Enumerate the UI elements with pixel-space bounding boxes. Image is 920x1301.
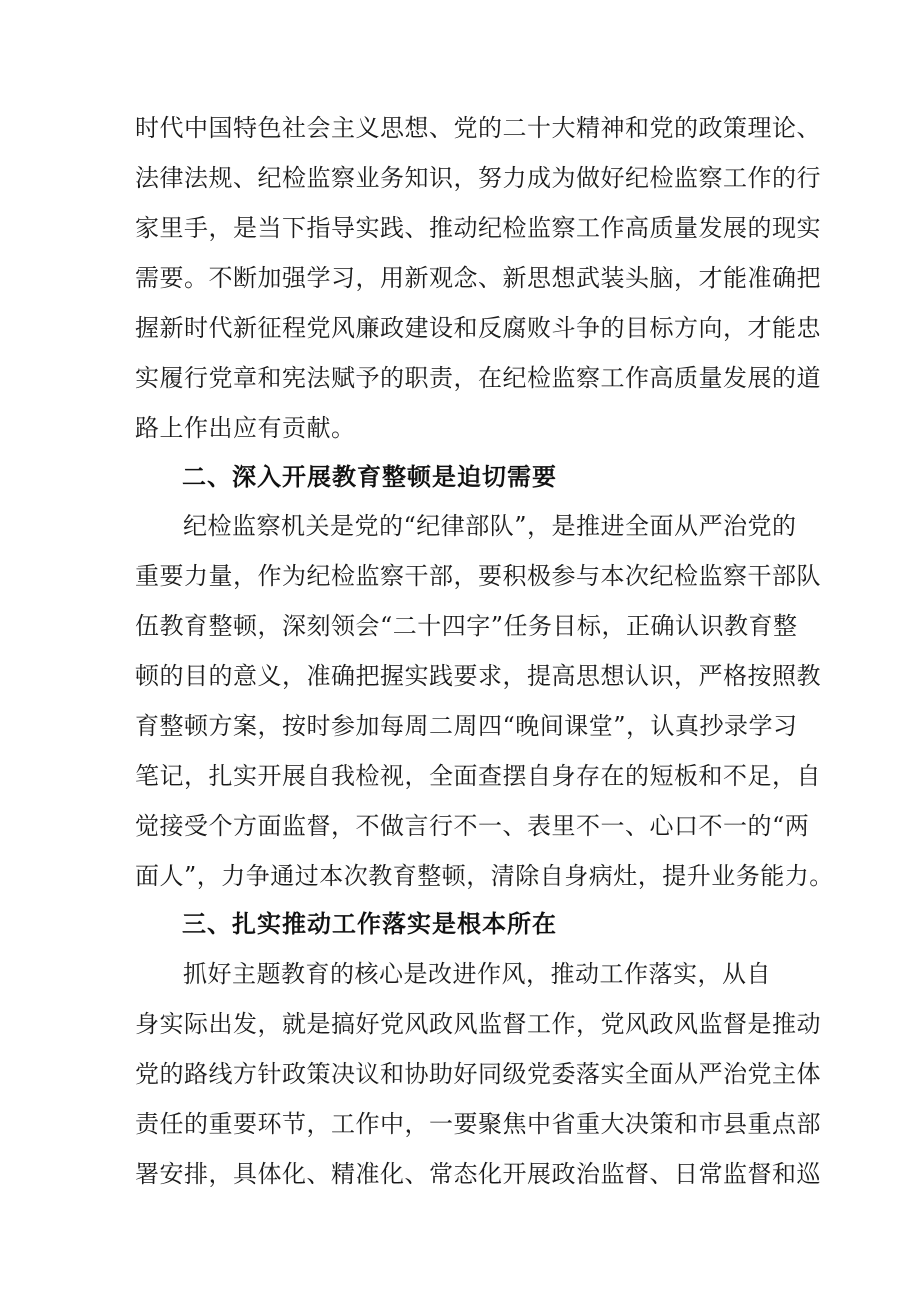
paragraph-3-line-4: 责任的重要环节，工作中，一要聚焦中省重大决策和市县重点部 [135,1110,821,1138]
paragraph-1-line-3: 家里手，是当下指导实践、推动纪检监察工作高质量发展的现实 [135,214,821,242]
paragraph-3-line-1: 抓好主题教育的核心是改进作风，推动工作落实，从自 [183,960,771,988]
paragraph-2-line-4: 顿的目的意义，准确把握实践要求，提高思想认识，严格按照教 [135,662,821,690]
paragraph-1-line-1: 时代中国特色社会主义思想、党的二十大精神和党的政策理论、 [135,114,821,142]
paragraph-2-line-6: 笔记，扎实开展自我检视，全面查摆自身存在的短板和不足，自 [135,762,821,790]
paragraph-1-line-7: 路上作出应有贡献。 [135,414,356,442]
paragraph-1-line-5: 握新时代新征程党风廉政建设和反腐败斗争的目标方向，才能忠 [135,314,821,342]
paragraph-3-line-2: 身实际出发，就是搞好党风政风监督工作，党风政风监督是推动 [135,1010,821,1038]
paragraph-1-line-6: 实履行党章和宪法赋予的职责，在纪检监察工作高质量发展的道 [135,364,821,392]
paragraph-1-line-4: 需要。不断加强学习，用新观念、新思想武装头脑，才能准确把 [135,264,821,292]
paragraph-2-line-1: 纪检监察机关是党的“纪律部队”，是推进全面从严治党的 [183,512,797,540]
paragraph-3-line-5: 署安排，具体化、精准化、常态化开展政治监督、日常监督和巡 [135,1160,821,1188]
paragraph-2-line-8: 面人”，力争通过本次教育整顿，清除自身病灶，提升业务能力。 [135,862,834,890]
paragraph-1-line-2: 法律法规、纪检监察业务知识，努力成为做好纪检监察工作的行 [135,164,821,192]
paragraph-3-line-3: 党的路线方针政策决议和协助好同级党委落实全面从严治党主体 [135,1060,821,1088]
paragraph-2-line-5: 育整顿方案，按时参加每周二周四“晚间课堂”，认真抄录学习 [135,712,798,740]
paragraph-2-line-7: 觉接受个方面监督，不做言行不一、表里不一、心口不一的“两 [135,812,810,840]
section-heading-2: 二、深入开展教育整顿是迫切需要 [182,463,557,491]
paragraph-2-line-3: 伍教育整顿，深刻领会“二十四字”任务目标，正确认识教育整 [135,612,798,640]
section-heading-3: 三、扎实推动工作落实是根本所在 [182,910,557,938]
paragraph-2-line-2: 重要力量，作为纪检监察干部，要积极参与本次纪检监察干部队 [135,562,821,590]
